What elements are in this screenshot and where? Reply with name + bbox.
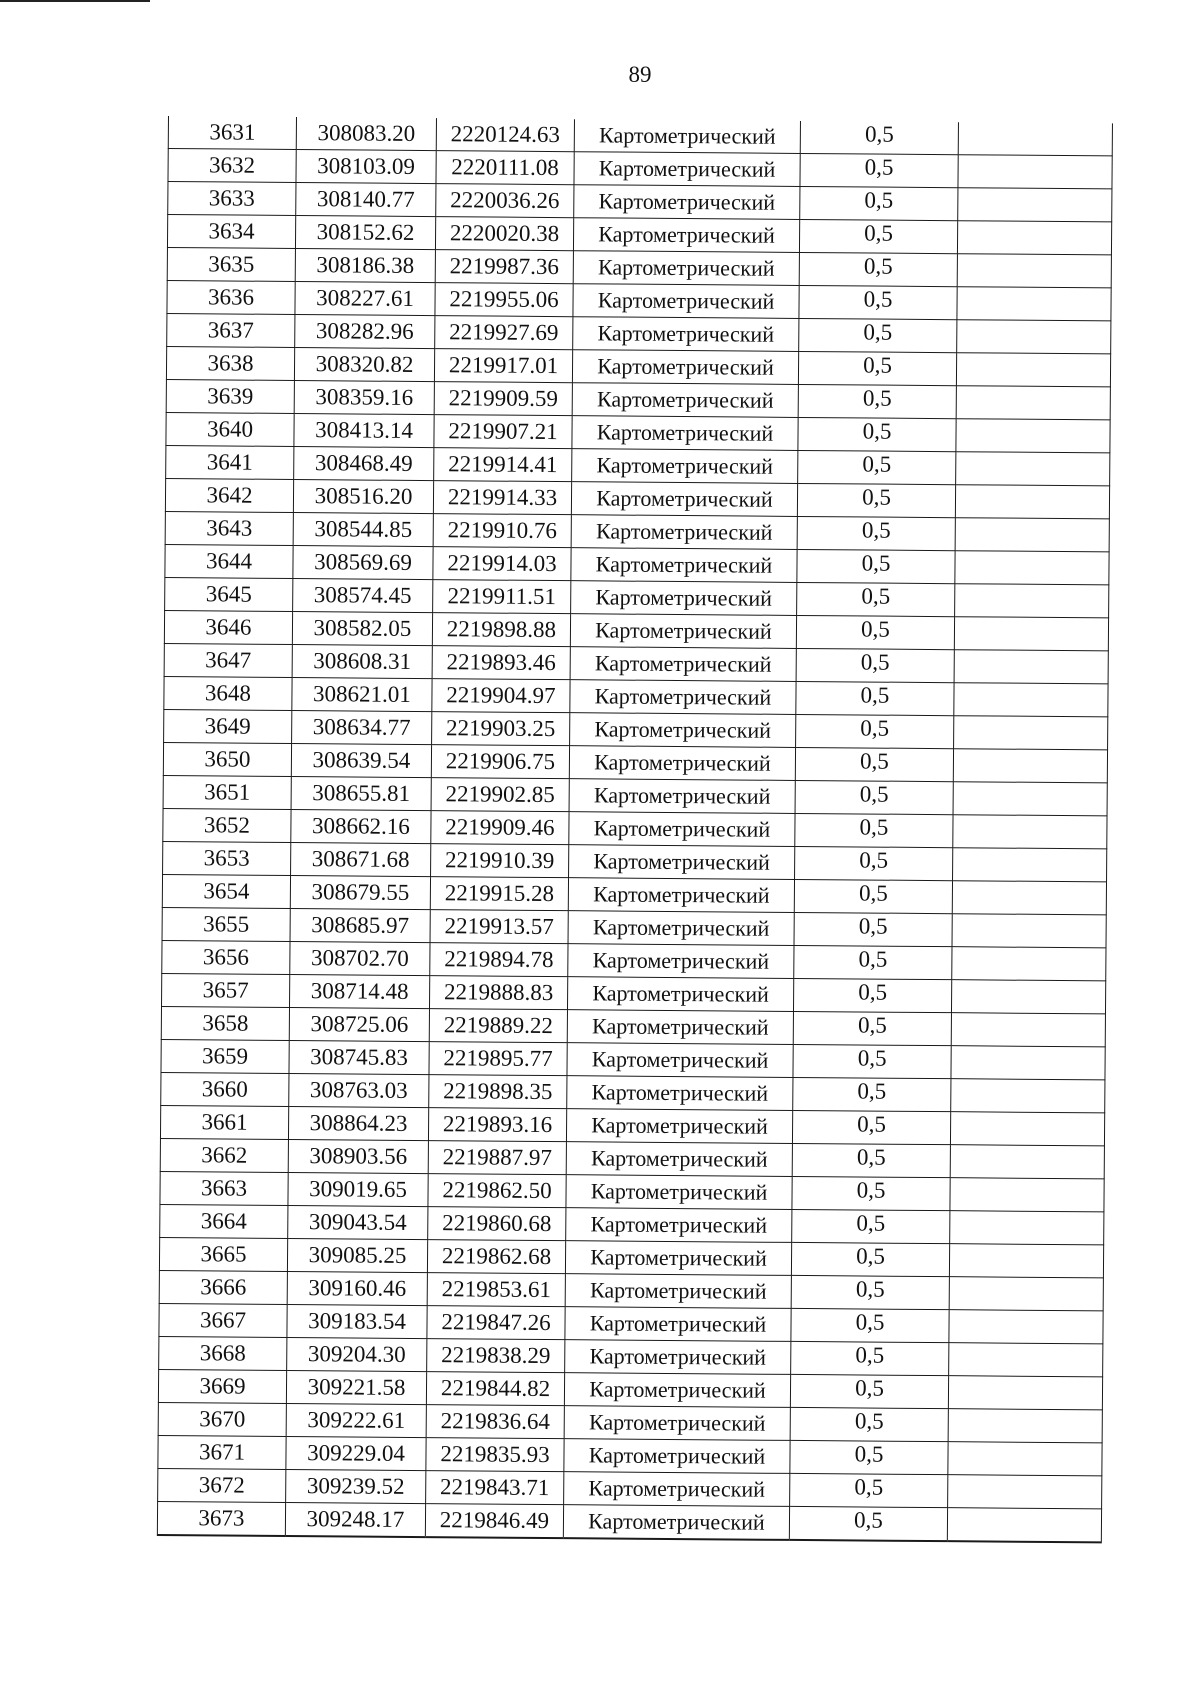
method-cell: Картометрический: [566, 1142, 792, 1177]
method-cell: Картометрический: [566, 1208, 792, 1243]
page-number: 89: [628, 62, 652, 87]
accuracy-cell: 0,5: [798, 450, 956, 484]
note-cell: [950, 1145, 1104, 1179]
accuracy-cell: 0,5: [789, 1506, 947, 1541]
method-cell: Картометрический: [567, 1076, 793, 1111]
method-cell: Картометрический: [574, 152, 800, 187]
method-cell: Картометрический: [572, 449, 798, 484]
x-coordinate-cell: 308544.85: [293, 512, 433, 546]
x-coordinate-cell: 308662.16: [291, 809, 431, 843]
point-number-cell: 3654: [162, 874, 290, 908]
y-coordinate-cell: 2219955.06: [435, 283, 573, 317]
y-coordinate-cell: 2219898.35: [429, 1075, 567, 1109]
accuracy-cell: 0,5: [792, 1176, 950, 1210]
accuracy-cell: 0,5: [796, 714, 954, 748]
method-cell: Картометрический: [571, 482, 797, 517]
x-coordinate-cell: 308671.68: [291, 842, 431, 876]
y-coordinate-cell: 2219914.03: [433, 547, 571, 581]
point-number-cell: 3668: [159, 1336, 287, 1370]
method-cell: Картометрический: [564, 1472, 790, 1507]
y-coordinate-cell: 2219889.22: [429, 1009, 567, 1043]
y-coordinate-cell: 2219898.88: [432, 613, 570, 647]
y-coordinate-cell: 2219987.36: [435, 250, 573, 284]
accuracy-cell: 0,5: [794, 879, 952, 913]
y-coordinate-cell: 2220124.63: [436, 118, 574, 152]
x-coordinate-cell: 308763.03: [289, 1073, 429, 1107]
x-coordinate-cell: 308621.01: [292, 677, 432, 711]
accuracy-cell: 0,5: [792, 1143, 950, 1177]
point-number-cell: 3646: [164, 610, 292, 644]
accuracy-cell: 0,5: [797, 549, 955, 583]
x-coordinate-cell: 308468.49: [294, 446, 434, 480]
note-cell: [956, 419, 1110, 453]
x-coordinate-cell: 308140.77: [296, 183, 436, 217]
method-cell: Картометрический: [570, 713, 796, 748]
y-coordinate-cell: 2219907.21: [434, 415, 572, 449]
y-coordinate-cell: 2219847.26: [427, 1306, 565, 1340]
point-number-cell: 3650: [163, 742, 291, 776]
point-number-cell: 3640: [166, 412, 294, 446]
note-cell: [949, 1310, 1103, 1344]
x-coordinate-cell: 308359.16: [294, 381, 434, 415]
y-coordinate-cell: 2219927.69: [435, 316, 573, 350]
point-number-cell: 3670: [158, 1402, 286, 1436]
note-cell: [955, 485, 1109, 519]
x-coordinate-cell: 309019.65: [288, 1172, 428, 1206]
x-coordinate-cell: 308320.82: [294, 348, 434, 382]
note-cell: [958, 188, 1112, 222]
y-coordinate-cell: 2219836.64: [426, 1405, 564, 1439]
accuracy-cell: 0,5: [792, 1110, 950, 1144]
x-coordinate-cell: 308655.81: [291, 776, 431, 810]
note-cell: [952, 947, 1106, 981]
x-coordinate-cell: 308679.55: [290, 875, 430, 909]
accuracy-cell: 0,5: [800, 186, 958, 220]
note-cell: [957, 254, 1111, 288]
accuracy-cell: 0,5: [791, 1341, 949, 1375]
point-number-cell: 3653: [163, 841, 291, 875]
note-cell: [947, 1508, 1101, 1543]
accuracy-cell: 0,5: [798, 384, 956, 418]
accuracy-cell: 0,5: [795, 813, 953, 847]
point-number-cell: 3657: [162, 973, 290, 1007]
accuracy-cell: 0,5: [799, 219, 957, 253]
x-coordinate-cell: 308282.96: [295, 315, 435, 349]
method-cell: Картометрический: [568, 878, 794, 913]
point-number-cell: 3633: [168, 182, 296, 216]
point-number-cell: 3649: [164, 709, 292, 743]
x-coordinate-cell: 308745.83: [289, 1040, 429, 1074]
y-coordinate-cell: 2219911.51: [433, 580, 571, 614]
y-coordinate-cell: 2220036.26: [436, 184, 574, 218]
note-cell: [954, 650, 1108, 684]
point-number-cell: 3648: [164, 676, 292, 710]
accuracy-cell: 0,5: [800, 153, 958, 187]
y-coordinate-cell: 2219844.82: [426, 1372, 564, 1406]
accuracy-cell: 0,5: [795, 780, 953, 814]
note-cell: [951, 1013, 1105, 1047]
y-coordinate-cell: 2219914.41: [434, 448, 572, 482]
method-cell: Картометрический: [563, 1505, 789, 1540]
note-cell: [951, 1079, 1105, 1113]
method-cell: Картометрический: [573, 317, 799, 352]
method-cell: Картометрический: [574, 119, 800, 153]
method-cell: Картометрический: [572, 383, 798, 418]
y-coordinate-cell: 2219862.68: [427, 1240, 565, 1274]
x-coordinate-cell: 308227.61: [295, 282, 435, 316]
x-coordinate-cell: 309183.54: [287, 1304, 427, 1338]
y-coordinate-cell: 2220111.08: [436, 151, 574, 185]
note-cell: [955, 518, 1109, 552]
accuracy-cell: 0,5: [796, 648, 954, 682]
x-coordinate-cell: 308639.54: [291, 743, 431, 777]
point-number-cell: 3656: [162, 940, 290, 974]
x-coordinate-cell: 309248.17: [285, 1502, 425, 1537]
note-cell: [957, 320, 1111, 354]
method-cell: Картометрический: [571, 548, 797, 583]
x-coordinate-cell: 308714.48: [290, 974, 430, 1008]
x-coordinate-cell: 308725.06: [289, 1007, 429, 1041]
y-coordinate-cell: 2219846.49: [425, 1504, 563, 1539]
point-number-cell: 3638: [166, 346, 294, 380]
x-coordinate-cell: 309085.25: [287, 1238, 427, 1272]
note-cell: [950, 1178, 1104, 1212]
x-coordinate-cell: 308152.62: [295, 216, 435, 250]
note-cell: [957, 287, 1111, 321]
point-number-cell: 3645: [165, 577, 293, 611]
point-number-cell: 3643: [165, 511, 293, 545]
point-number-cell: 3647: [164, 643, 292, 677]
y-coordinate-cell: 2219888.83: [429, 976, 567, 1010]
point-number-cell: 3655: [162, 907, 290, 941]
method-cell: Картометрический: [574, 185, 800, 220]
method-cell: Картометрический: [565, 1340, 791, 1375]
coordinates-table: [157, 116, 1113, 1543]
x-coordinate-cell: 308569.69: [293, 545, 433, 579]
x-coordinate-cell: 309239.52: [286, 1469, 426, 1503]
point-number-cell: 3641: [166, 445, 294, 479]
y-coordinate-cell: 2220020.38: [435, 217, 573, 251]
method-cell: Картометрический: [570, 647, 796, 682]
accuracy-cell: 0,5: [797, 483, 955, 517]
note-cell: [954, 716, 1108, 750]
x-coordinate-cell: 308516.20: [293, 479, 433, 513]
table-row: [157, 1501, 1101, 1542]
accuracy-cell: 0,5: [797, 582, 955, 616]
accuracy-cell: 0,5: [790, 1440, 948, 1474]
y-coordinate-cell: 2219893.46: [432, 646, 570, 680]
x-coordinate-cell: 309204.30: [287, 1337, 427, 1371]
note-cell: [950, 1211, 1104, 1245]
note-cell: [955, 584, 1109, 618]
method-cell: Картометрический: [573, 284, 799, 319]
accuracy-cell: 0,5: [794, 945, 952, 979]
accuracy-cell: 0,5: [791, 1275, 949, 1309]
accuracy-cell: 0,5: [798, 351, 956, 385]
point-number-cell: 3631: [168, 116, 296, 150]
y-coordinate-cell: 2219895.77: [429, 1042, 567, 1076]
note-cell: [949, 1277, 1103, 1311]
point-number-cell: 3642: [165, 478, 293, 512]
x-coordinate-cell: 308903.56: [288, 1139, 428, 1173]
point-number-cell: 3659: [161, 1039, 289, 1073]
method-cell: Картометрический: [573, 251, 799, 286]
note-cell: [957, 221, 1111, 255]
method-cell: Картометрический: [566, 1175, 792, 1210]
note-cell: [951, 980, 1105, 1014]
y-coordinate-cell: 2219910.39: [431, 844, 569, 878]
note-cell: [952, 881, 1106, 915]
y-coordinate-cell: 2219838.29: [427, 1339, 565, 1373]
note-cell: [949, 1343, 1103, 1377]
method-cell: Картометрический: [567, 1043, 793, 1078]
x-coordinate-cell: 309221.58: [286, 1370, 426, 1404]
accuracy-cell: 0,5: [793, 978, 951, 1012]
note-cell: [948, 1409, 1102, 1443]
note-cell: [950, 1112, 1104, 1146]
note-cell: [956, 353, 1110, 387]
y-coordinate-cell: 2219862.50: [428, 1174, 566, 1208]
point-number-cell: 3669: [158, 1369, 286, 1403]
note-cell: [956, 386, 1110, 420]
point-number-cell: 3634: [167, 215, 295, 249]
method-cell: Картометрический: [564, 1373, 790, 1408]
y-coordinate-cell: 2219909.59: [434, 382, 572, 416]
accuracy-cell: 0,5: [793, 1044, 951, 1078]
method-cell: Картометрический: [564, 1406, 790, 1441]
x-coordinate-cell: 309222.61: [286, 1403, 426, 1437]
y-coordinate-cell: 2219843.71: [426, 1471, 564, 1505]
y-coordinate-cell: 2219853.61: [427, 1273, 565, 1307]
accuracy-cell: 0,5: [792, 1209, 950, 1243]
scan-edge-mark: [0, 0, 150, 2]
y-coordinate-cell: 2219914.33: [433, 481, 571, 515]
method-cell: Картометрический: [573, 218, 799, 253]
x-coordinate-cell: 308186.38: [295, 249, 435, 283]
method-cell: Картометрический: [570, 614, 796, 649]
method-cell: Картометрический: [569, 812, 795, 847]
method-cell: Картометрический: [572, 350, 798, 385]
method-cell: Картометрический: [567, 977, 793, 1012]
point-number-cell: 3651: [163, 775, 291, 809]
accuracy-cell: 0,5: [790, 1473, 948, 1507]
note-cell: [948, 1376, 1102, 1410]
point-number-cell: 3658: [161, 1006, 289, 1040]
y-coordinate-cell: 2219893.16: [428, 1108, 566, 1142]
accuracy-cell: 0,5: [790, 1374, 948, 1408]
point-number-cell: 3635: [167, 247, 295, 281]
method-cell: Картометрический: [568, 944, 794, 979]
y-coordinate-cell: 2219917.01: [434, 349, 572, 383]
coordinates-table-body: [157, 116, 1112, 1542]
note-cell: [954, 683, 1108, 717]
method-cell: Картометрический: [565, 1307, 791, 1342]
point-number-cell: 3664: [160, 1204, 288, 1238]
y-coordinate-cell: 2219913.57: [430, 910, 568, 944]
point-number-cell: 3665: [159, 1237, 287, 1271]
point-number-cell: 3639: [166, 379, 294, 413]
accuracy-cell: 0,5: [794, 912, 952, 946]
note-cell: [948, 1442, 1102, 1476]
accuracy-cell: 0,5: [796, 681, 954, 715]
x-coordinate-cell: 308413.14: [294, 414, 434, 448]
y-coordinate-cell: 2219860.68: [428, 1207, 566, 1241]
method-cell: Картометрический: [566, 1109, 792, 1144]
note-cell: [955, 551, 1109, 585]
x-coordinate-cell: 309229.04: [286, 1436, 426, 1470]
accuracy-cell: 0,5: [795, 747, 953, 781]
y-coordinate-cell: 2219887.97: [428, 1141, 566, 1175]
method-cell: Картометрический: [569, 845, 795, 880]
accuracy-cell: 0,5: [796, 615, 954, 649]
accuracy-cell: 0,5: [793, 1077, 951, 1111]
method-cell: Картометрический: [568, 911, 794, 946]
method-cell: Картометрический: [569, 746, 795, 781]
point-number-cell: 3660: [161, 1072, 289, 1106]
point-number-cell: 3663: [160, 1171, 288, 1205]
accuracy-cell: 0,5: [798, 417, 956, 451]
note-cell: [958, 122, 1112, 156]
accuracy-cell: 0,5: [791, 1242, 949, 1276]
accuracy-cell: 0,5: [797, 516, 955, 550]
point-number-cell: 3636: [167, 280, 295, 314]
note-cell: [958, 155, 1112, 189]
y-coordinate-cell: 2219906.75: [431, 745, 569, 779]
note-cell: [951, 1046, 1105, 1080]
x-coordinate-cell: 309160.46: [287, 1271, 427, 1305]
x-coordinate-cell: 308574.45: [293, 578, 433, 612]
note-cell: [953, 749, 1107, 783]
method-cell: Картометрический: [565, 1274, 791, 1309]
x-coordinate-cell: 308702.70: [290, 941, 430, 975]
method-cell: Картометрический: [564, 1439, 790, 1474]
point-number-cell: 3644: [165, 544, 293, 578]
note-cell: [948, 1475, 1102, 1509]
accuracy-cell: 0,5: [795, 846, 953, 880]
point-number-cell: 3662: [160, 1138, 288, 1172]
accuracy-cell: 0,5: [791, 1308, 949, 1342]
note-cell: [952, 914, 1106, 948]
accuracy-cell: 0,5: [800, 121, 958, 155]
note-cell: [953, 782, 1107, 816]
method-cell: Картометрический: [567, 1010, 793, 1045]
method-cell: Картометрический: [570, 680, 796, 715]
point-number-cell: 3661: [160, 1105, 288, 1139]
accuracy-cell: 0,5: [793, 1011, 951, 1045]
note-cell: [953, 815, 1107, 849]
y-coordinate-cell: 2219894.78: [430, 943, 568, 977]
y-coordinate-cell: 2219904.97: [432, 679, 570, 713]
point-number-cell: 3671: [158, 1435, 286, 1469]
note-cell: [953, 848, 1107, 882]
point-number-cell: 3673: [157, 1501, 285, 1536]
note-cell: [954, 617, 1108, 651]
method-cell: Картометрический: [569, 779, 795, 814]
y-coordinate-cell: 2219915.28: [430, 877, 568, 911]
accuracy-cell: 0,5: [790, 1407, 948, 1441]
accuracy-cell: 0,5: [799, 252, 957, 286]
method-cell: Картометрический: [571, 581, 797, 616]
x-coordinate-cell: 308608.31: [292, 644, 432, 678]
y-coordinate-cell: 2219910.76: [433, 514, 571, 548]
x-coordinate-cell: 308685.97: [290, 908, 430, 942]
point-number-cell: 3667: [159, 1303, 287, 1337]
y-coordinate-cell: 2219909.46: [431, 811, 569, 845]
x-coordinate-cell: 308634.77: [292, 710, 432, 744]
point-number-cell: 3666: [159, 1270, 287, 1304]
y-coordinate-cell: 2219903.25: [432, 712, 570, 746]
x-coordinate-cell: 308582.05: [292, 611, 432, 645]
point-number-cell: 3652: [163, 808, 291, 842]
x-coordinate-cell: 309043.54: [288, 1205, 428, 1239]
accuracy-cell: 0,5: [799, 285, 957, 319]
accuracy-cell: 0,5: [799, 318, 957, 352]
y-coordinate-cell: 2219902.85: [431, 778, 569, 812]
method-cell: Картометрический: [565, 1241, 791, 1276]
x-coordinate-cell: 308083.20: [296, 117, 436, 151]
method-cell: Картометрический: [572, 416, 798, 451]
point-number-cell: 3672: [158, 1468, 286, 1502]
note-cell: [956, 452, 1110, 486]
y-coordinate-cell: 2219835.93: [426, 1438, 564, 1472]
point-number-cell: 3632: [168, 149, 296, 183]
x-coordinate-cell: 308864.23: [288, 1106, 428, 1140]
point-number-cell: 3637: [167, 313, 295, 347]
method-cell: Картометрический: [571, 515, 797, 550]
note-cell: [949, 1244, 1103, 1278]
x-coordinate-cell: 308103.09: [296, 150, 436, 184]
